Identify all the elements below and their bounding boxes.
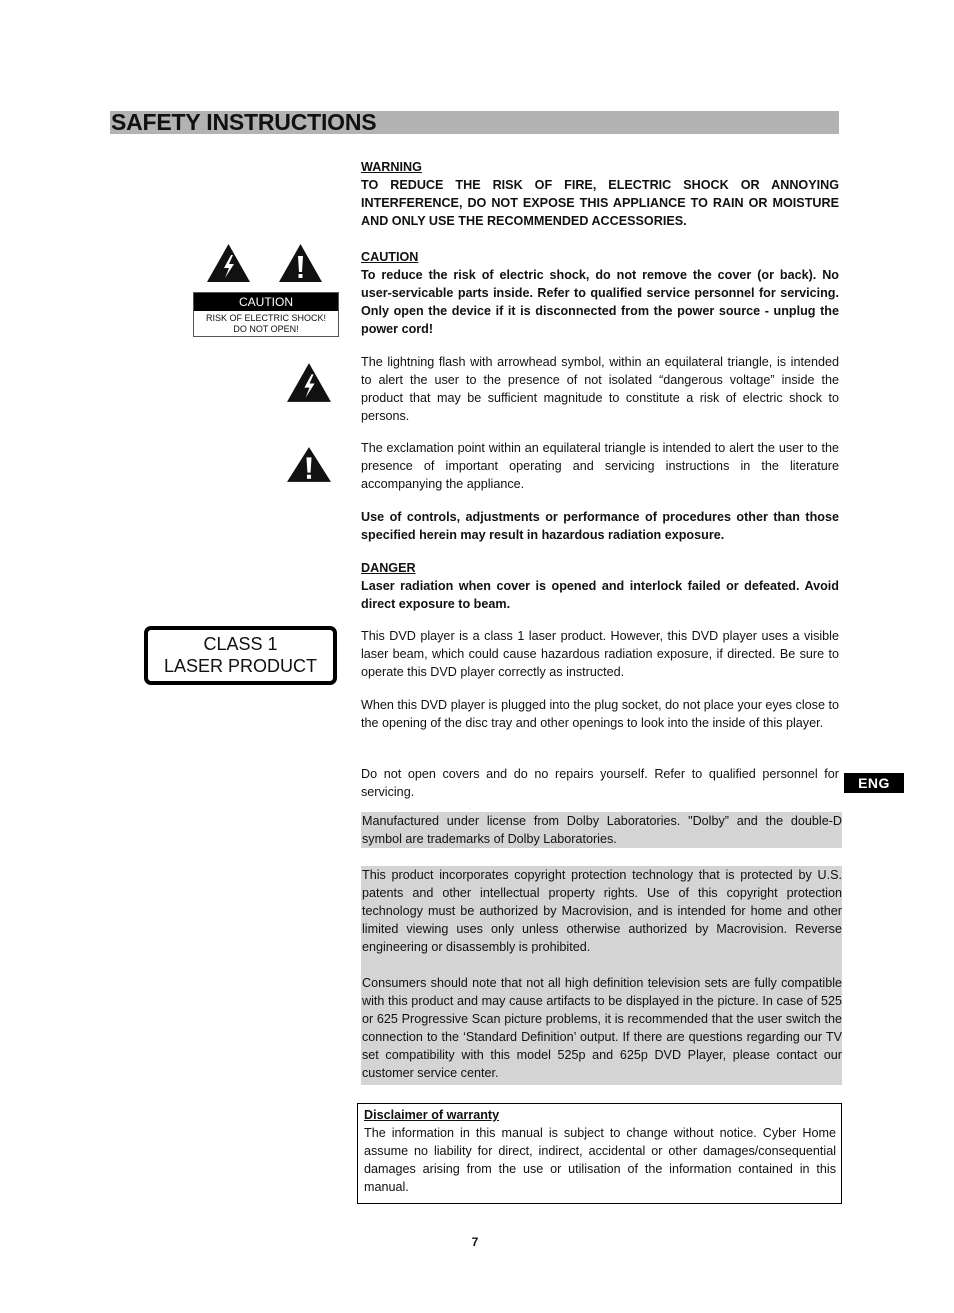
dolby-text: Manufactured under license from Dolby Laboratories. "Dolby” and the double-D symbol are trademarks of Dolby Laboratories. [362,814,842,846]
disclaimer-box [357,1103,842,1204]
dolby-section [361,812,842,848]
danger-heading: DANGER [361,561,416,575]
copyright-section [361,866,842,1085]
lightning-section [361,353,839,425]
covers-text: Do not open covers and do no repairs yourself. Refer to qualified personnel for servicing. [361,767,839,799]
disclaimer-heading: Disclaimer of warranty [364,1108,500,1122]
caution-section [361,248,839,338]
caution-heading: CAUTION [361,250,419,264]
caution-label-text [194,311,338,335]
lightning-triangle-icon [286,362,332,403]
caution-label-line-2: DO NOT OPEN! [233,324,299,334]
covers-section [361,765,839,801]
laser-class-label [144,626,337,685]
laser-class-line-1: CLASS 1 [203,634,278,654]
lightning-text: The lightning flash with arrowhead symbol, within an equilateral triangle, is intended to alert the user to the presence of not isolated “dangerous voltage” inside the product that may be sufficient magnitude to constitute a risk of electric shock to persons. [361,355,839,423]
warning-section [361,158,839,230]
caution-label-heading: CAUTION [194,293,338,311]
lightning-triangle-icon [206,243,251,283]
controls-section [361,508,839,544]
disclaimer-text: The information in this manual is subject to change without notice. Cyber Home assume no liability for direct, indirect, accidental or other damages/consequential damages arising from the use or utilisation of the information contained in this manual. [364,1126,836,1194]
caution-text: To reduce the risk of electric shock, do not remove the cover (or back). No user-servicable parts inside. Refer to qualified service personnel for servicing. Only open the device if it is disconnected from the power source - unplug the power cord! [361,268,839,336]
page-number: 7 [471,1235,479,1249]
exclamation-text: The exclamation point within an equilateral triangle is intended to alert the user to the presence of important operating and servicing instructions in the literature accompanying the appliance. [361,441,839,491]
laser-section [361,627,839,681]
language-tab: ENG [844,773,904,793]
laser-text: This DVD player is a class 1 laser product. However, this DVD player uses a visible laser beam, which could cause hazardous radiation exposure, if directed. Be sure to operate this DVD player correctly as instructed. [361,629,839,679]
danger-text: Laser radiation when cover is opened and interlock failed or defeated. Avoid direct exposure to beam. [361,579,839,611]
page-title: SAFETY INSTRUCTIONS [111,109,377,135]
hdtv-text: Consumers should note that not all high definition television sets are fully compatible with this product and may cause artifacts to be displayed in the picture. In case of 525 or 625 Progressive Scan picture problems, it is recommended that the user switch the connection to the ‘Standard Definition’ output. If there are questions regarding our TV set compatibility with this model 525p and 625p DVD Player, please contact our customer service center. [362,976,842,1080]
plug-section [361,696,839,732]
macrovision-text: This product incorporates copyright protection technology that is protected by U.S. patents and other intellectual property rights. Use of this copyright protection technology must be authorized by Macrovision, and is intended for home and other limited viewing uses only unless otherwise authorized by Macrovision. Reverse engineering or disassembly is prohibited. [362,868,842,954]
caution-label-box [193,292,339,337]
exclamation-triangle-icon [286,446,332,483]
plug-text: When this DVD player is plugged into the plug socket, do not place your eyes close to the opening of the disc tray and other openings to look into the inside of this player. [361,698,839,730]
exclamation-section [361,439,839,493]
exclamation-triangle-icon [278,243,323,283]
controls-text: Use of controls, adjustments or performance of procedures other than those specified herein may result in hazardous radiation exposure. [361,510,839,542]
laser-class-line-2: LASER PRODUCT [163,656,318,676]
caution-label-line-1: RISK OF ELECTRIC SHOCK! [205,313,327,323]
warning-heading: WARNING [361,160,422,174]
danger-section [361,559,839,613]
warning-text: TO REDUCE THE RISK OF FIRE, ELECTRIC SHOCK OR ANNOYING INTERFERENCE, DO NOT EXPOSE THIS APPLIANCE TO RAIN OR MOISTURE AND ONLY USE THE RECOMMENDED ACCESSORIES. [361,178,839,228]
